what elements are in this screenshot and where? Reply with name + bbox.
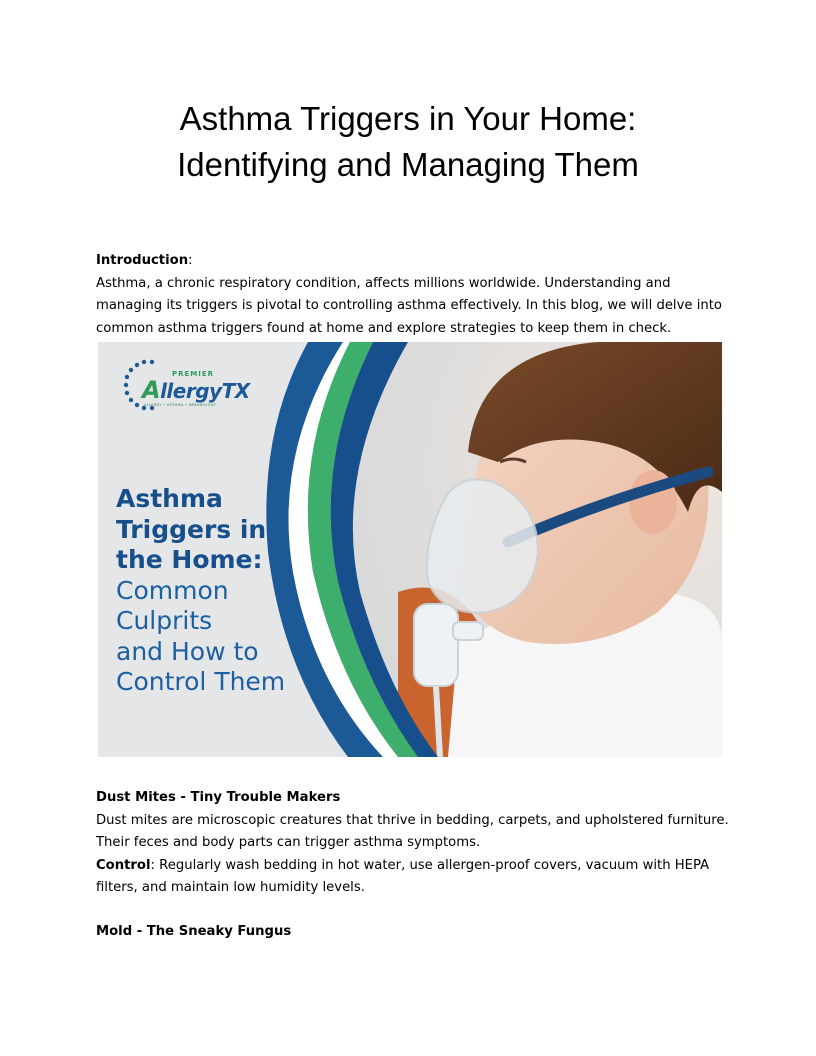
dust-mites-control-label: Control: [96, 857, 151, 873]
banner-headline-light-2: Culprits: [116, 606, 213, 635]
dust-mites-control-line-1: [96, 855, 726, 878]
banner-headline-light-1: Common: [116, 575, 229, 605]
banner-headline-bold-3: the Home:: [116, 545, 263, 574]
intro-line-2: managing its triggers is pivotal to controlling asthma effectively. In this blog, we will delve into: [96, 298, 722, 313]
banner-headline-light-3: and How to: [116, 636, 259, 666]
logo-tagline: ALLERGY • ASTHMA • IMMUNOLOGY: [144, 403, 216, 407]
mold-heading: Mold - The Sneaky Fungus: [96, 924, 292, 939]
hero-banner-image: [98, 342, 722, 757]
nebulizer-chamber: [414, 604, 458, 686]
title-line-1: Asthma Triggers in Your Home:: [179, 100, 637, 137]
dust-mites-heading: Dust Mites - Tiny Trouble Makers: [96, 790, 341, 805]
dust-mites-line-1: Dust mites are microscopic creatures that thrive in bedding, carpets, and upholstered furniture.: [96, 812, 729, 828]
banner-headline-bold-2: Triggers in: [116, 514, 267, 544]
dust-mites-line-2: Their feces and body parts can trigger asthma symptoms.: [96, 835, 481, 850]
page-title: [0, 96, 816, 188]
allergytx-logo: [122, 356, 252, 416]
title-line-2: Identifying and Managing Them: [177, 146, 639, 183]
intro-line-1: Asthma, a chronic respiratory condition, affects millions worldwide. Understanding and: [96, 275, 671, 291]
intro-heading-suffix: :: [188, 253, 193, 268]
nebulizer-tube: [436, 686, 440, 757]
dust-mites-control-line-2: filters, and maintain low humidity levels.: [96, 880, 365, 895]
nebulizer-connector: [453, 622, 483, 640]
dust-mites-section: [96, 787, 729, 900]
intro-heading: Introduction: [96, 253, 189, 268]
mold-section: [96, 921, 726, 944]
intro-line-3: common asthma triggers found at home and explore strategies to keep them in check.: [96, 320, 672, 336]
intro-heading-line: [96, 250, 726, 273]
banner-headline-light-4: Control Them: [116, 667, 286, 696]
logo-premier-text: PREMIER: [172, 370, 215, 378]
banner-headline: [116, 484, 285, 698]
dust-mites-heading-line: [96, 787, 726, 810]
banner-headline-bold-1: Asthma: [116, 484, 223, 513]
mold-heading-line: [96, 921, 726, 944]
logo-wordmark: AllergyTX: [142, 376, 250, 404]
dust-mites-control-text-1: : Regularly wash bedding in hot water, use allergen-proof covers, vacuum with HEPA: [150, 857, 710, 873]
intro-section: [96, 250, 726, 340]
